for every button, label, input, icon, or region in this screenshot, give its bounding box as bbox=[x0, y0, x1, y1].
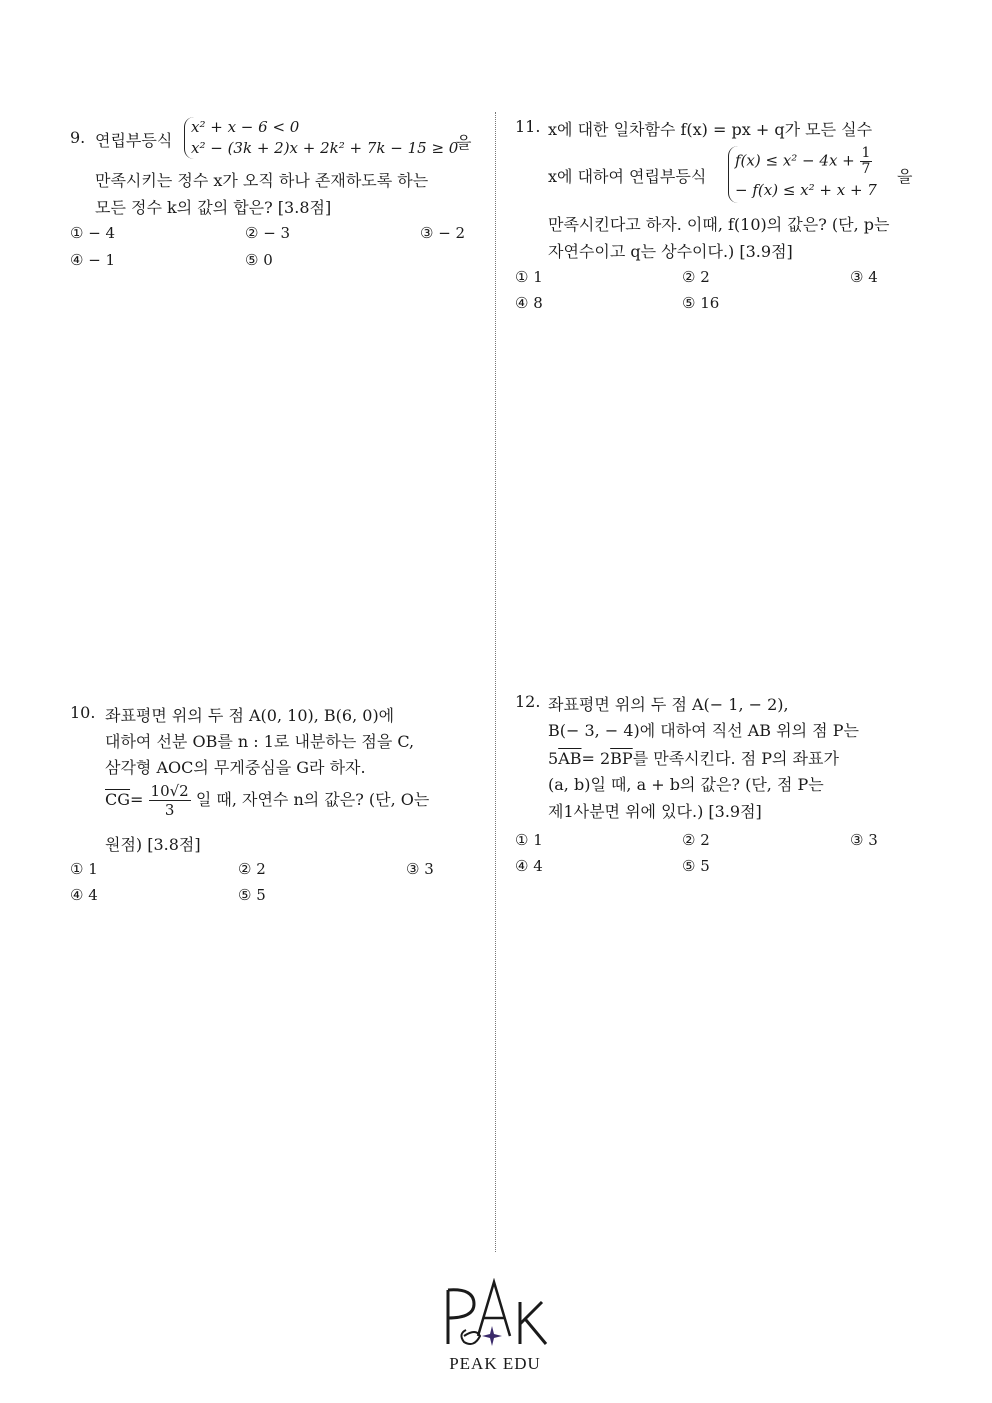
q10-choice-3[interactable]: ③ 3 bbox=[406, 860, 434, 878]
q9-choice-2[interactable]: ② − 3 bbox=[245, 224, 291, 242]
q12-segment-bp: $\overline{BP}$ bbox=[610, 749, 633, 768]
q12-eq-2: = 2 bbox=[581, 749, 611, 768]
q12-number: 12. bbox=[515, 692, 541, 711]
q9-choice-1[interactable]: ① − 4 bbox=[70, 224, 116, 242]
q12-line-3 bbox=[548, 746, 839, 769]
q11-fraction-denominator: 7 bbox=[861, 161, 871, 177]
q9-tail: 을 bbox=[456, 133, 472, 152]
peak-edu-logo bbox=[430, 1278, 560, 1378]
q11-inequality-system bbox=[728, 146, 877, 203]
q10-line-2: 대하여 선분 OB를 n : 1로 내분하는 점을 C, bbox=[105, 732, 415, 751]
q12-line-2: B(− 3, − 4)에 대하여 직선 AB 위의 점 P는 bbox=[548, 721, 859, 740]
q10-line-4-tail: 일 때, 자연수 n의 값은? (단, O는 bbox=[195, 790, 430, 809]
q10-line-4 bbox=[105, 782, 429, 819]
q11-line-1: x에 대한 일차함수 f(x) = px + q가 모든 실수 bbox=[548, 120, 873, 139]
q9-inequality-system bbox=[184, 117, 458, 159]
logo-caption: PEAK EDU bbox=[449, 1354, 541, 1373]
q11-choice-2[interactable]: ② 2 bbox=[682, 268, 710, 286]
q10-equals: = bbox=[130, 790, 144, 809]
q12-line-1: 좌표평면 위의 두 점 A(− 1, − 2), bbox=[548, 695, 789, 714]
q11-choice-4[interactable]: ④ 8 bbox=[515, 294, 543, 312]
q10-fraction bbox=[149, 782, 191, 819]
q10-segment-cg: $\overline{CG}$ bbox=[105, 790, 131, 809]
q11-tail: 을 bbox=[897, 167, 913, 186]
q11-system-line-1: f(x) ≤ x² − 4x + bbox=[735, 151, 855, 170]
q9-choice-5[interactable]: ⑤ 0 bbox=[245, 251, 273, 269]
q12-choice-3[interactable]: ③ 3 bbox=[850, 831, 878, 849]
q11-choice-1[interactable]: ① 1 bbox=[515, 268, 543, 286]
q12-line-4: (a, b)일 때, a + b의 값은? (단, 점 P는 bbox=[548, 775, 824, 794]
q9-lead: 연립부등식 bbox=[95, 131, 173, 150]
q12-choice-1[interactable]: ① 1 bbox=[515, 831, 543, 849]
q9-system-line-2: x² − (3k + 2)x + 2k² + 7k − 15 ≥ 0 bbox=[191, 139, 459, 157]
q9-number: 9. bbox=[70, 128, 86, 147]
q11-fraction-numerator: 1 bbox=[861, 145, 871, 161]
q10-choice-5[interactable]: ⑤ 5 bbox=[238, 886, 266, 904]
q11-system-fraction bbox=[860, 146, 873, 177]
q10-choice-2[interactable]: ② 2 bbox=[238, 860, 266, 878]
q10-choice-4[interactable]: ④ 4 bbox=[70, 886, 98, 904]
q12-choice-4[interactable]: ④ 4 bbox=[515, 857, 543, 875]
q11-line-2-lead: x에 대하여 연립부등식 bbox=[548, 167, 707, 186]
q9-choice-4[interactable]: ④ − 1 bbox=[70, 251, 116, 269]
q11-choice-5[interactable]: ⑤ 16 bbox=[682, 294, 720, 312]
q11-system-line-2: − f(x) ≤ x² + x + 7 bbox=[735, 181, 877, 199]
q10-fraction-denominator: 3 bbox=[164, 801, 175, 819]
q9-line-2: 만족시키는 정수 x가 오직 하나 존재하도록 하는 bbox=[95, 171, 429, 190]
column-divider bbox=[495, 112, 496, 1252]
q10-line-1: 좌표평면 위의 두 점 A(0, 10), B(6, 0)에 bbox=[105, 706, 395, 725]
q10-number: 10. bbox=[70, 703, 96, 722]
q9-line-3: 모든 정수 k의 값의 합은? [3.8점] bbox=[95, 198, 332, 217]
q10-choice-1[interactable]: ① 1 bbox=[70, 860, 98, 878]
q12-line-5: 제1사분면 위에 있다.) [3.9점] bbox=[548, 802, 762, 821]
q9-system-line-1: x² + x − 6 < 0 bbox=[191, 118, 300, 136]
q11-line-4: 자연수이고 q는 상수이다.) [3.9점] bbox=[548, 242, 793, 261]
q11-choice-3[interactable]: ③ 4 bbox=[850, 268, 878, 286]
q11-number: 11. bbox=[515, 117, 541, 136]
q12-choice-5[interactable]: ⑤ 5 bbox=[682, 857, 710, 875]
q10-line-5: 원점) [3.8점] bbox=[105, 835, 201, 854]
q12-coef-5: 5 bbox=[548, 749, 559, 768]
q10-line-3: 삼각형 AOC의 무게중심을 G라 하자. bbox=[105, 758, 366, 777]
q9-choice-3[interactable]: ③ − 2 bbox=[420, 224, 466, 242]
q12-line-3-tail: 를 만족시킨다. 점 P의 좌표가 bbox=[632, 749, 839, 768]
q10-fraction-numerator: 10√2 bbox=[150, 782, 189, 800]
peak-logo-mark bbox=[430, 1278, 560, 1354]
q12-choice-2[interactable]: ② 2 bbox=[682, 831, 710, 849]
q11-line-3: 만족시킨다고 하자. 이때, f(10)의 값은? (단, p는 bbox=[548, 215, 890, 234]
q12-segment-ab: $\overline{AB}$ bbox=[558, 749, 582, 768]
